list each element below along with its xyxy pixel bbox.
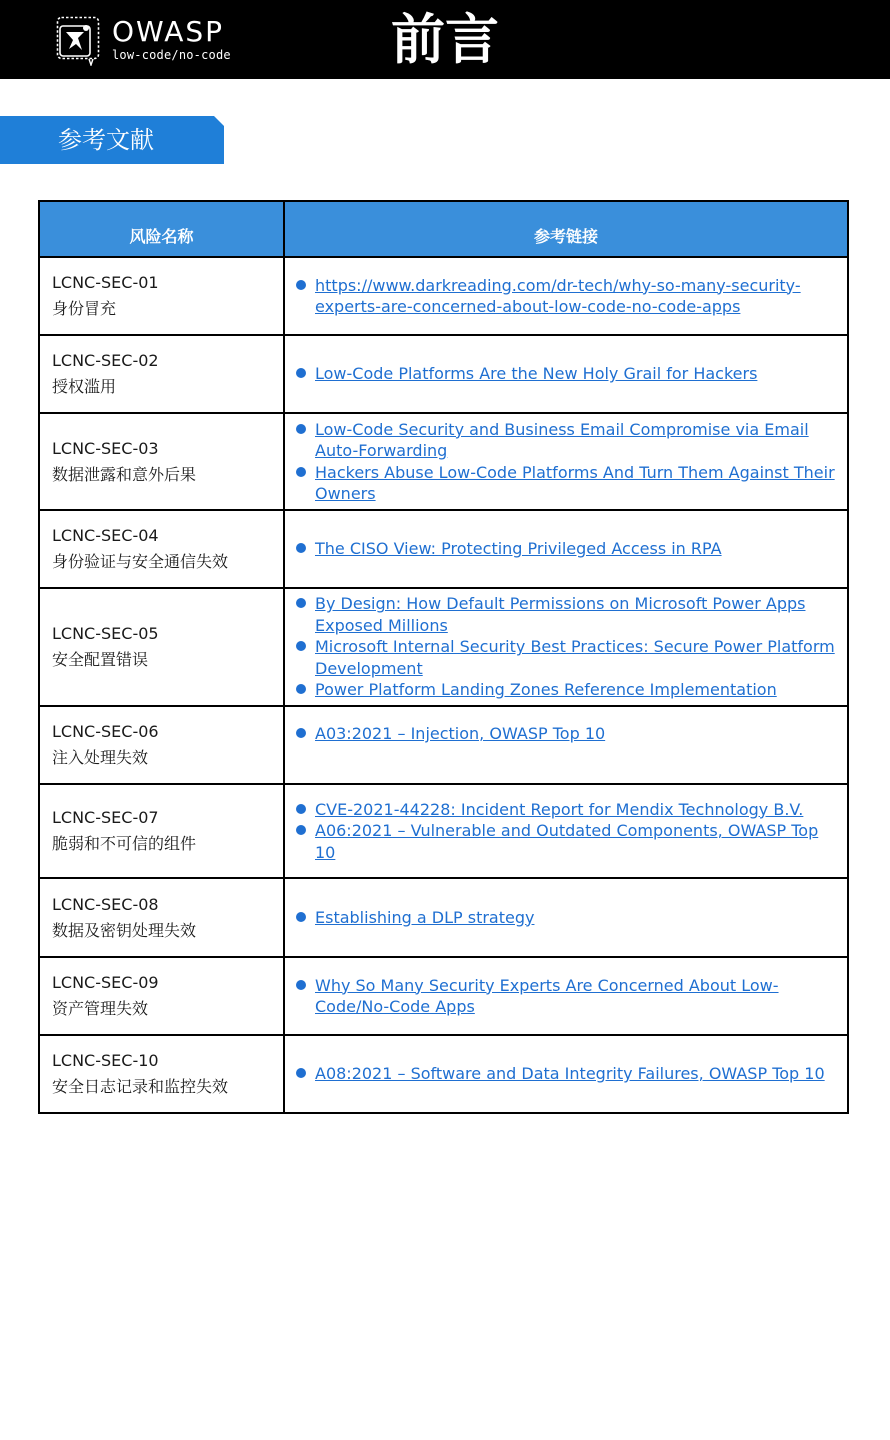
reference-link[interactable]: A03:2021 – Injection, OWASP Top 10 xyxy=(315,724,606,743)
reference-link[interactable]: Power Platform Landing Zones Reference Implementation xyxy=(315,680,777,700)
column-header-reference-links: 参考链接 xyxy=(284,201,848,257)
logo-wordmark: OWASP xyxy=(112,15,225,48)
section-heading: 参考文献 xyxy=(58,126,154,154)
risk-id: LCNC-SEC-02 xyxy=(52,351,159,370)
bullet-icon xyxy=(296,467,306,477)
reference-link[interactable]: Hackers Abuse Low-Code Platforms And Turn Them Against Their Owners xyxy=(315,462,835,503)
reference-list xyxy=(293,799,839,864)
risk-name-cell xyxy=(39,588,284,706)
risk-name-cell xyxy=(39,257,284,335)
risk-id: LCNC-SEC-04 xyxy=(52,526,159,545)
wasp-icon xyxy=(56,16,100,64)
table-row xyxy=(39,335,848,413)
risk-name: 数据及密钥处理失效 xyxy=(52,920,197,940)
risk-id: LCNC-SEC-06 xyxy=(52,722,159,741)
risk-name: 脆弱和不可信的组件 xyxy=(52,834,197,853)
list-item xyxy=(293,636,839,679)
reference-list xyxy=(293,1063,839,1085)
bullet-icon xyxy=(296,980,306,990)
bullet-icon xyxy=(296,598,306,608)
list-item xyxy=(293,363,839,385)
reference-link[interactable]: Establishing a DLP strategy xyxy=(315,907,535,927)
risk-id: LCNC-SEC-08 xyxy=(52,894,159,914)
list-item xyxy=(293,1063,839,1085)
risk-id: LCNC-SEC-10 xyxy=(52,1051,159,1070)
reference-list xyxy=(293,363,839,385)
risk-name-cell xyxy=(39,510,284,588)
risk-name: 注入处理失效 xyxy=(52,748,149,767)
table-row xyxy=(39,878,848,957)
risk-id: LCNC-SEC-05 xyxy=(52,624,159,643)
list-item xyxy=(293,538,839,560)
risk-name-cell xyxy=(39,878,284,957)
owasp-logo xyxy=(56,14,231,66)
reference-link[interactable]: CVE-2021-44228: Incident Report for Mendix Technology B.V. xyxy=(315,799,804,819)
reference-list xyxy=(293,975,839,1018)
bullet-icon xyxy=(296,825,306,835)
bullet-icon xyxy=(296,368,306,378)
list-item xyxy=(293,723,839,745)
bullet-icon xyxy=(296,1068,306,1078)
table-row xyxy=(39,784,848,878)
reference-links-cell xyxy=(284,510,848,588)
logo-subtitle: low-code/no-code xyxy=(112,48,231,62)
reference-list xyxy=(293,538,839,560)
risk-name: 授权滥用 xyxy=(52,377,117,396)
reference-list xyxy=(293,907,839,929)
reference-link[interactable]: Why So Many Security Experts Are Concerned About Low-Code/No-Code Apps xyxy=(315,975,779,1016)
reference-links-cell xyxy=(284,957,848,1035)
reference-link[interactable]: Microsoft Internal Security Best Practices: Secure Power Platform Development xyxy=(315,637,835,678)
reference-link[interactable]: Low-Code Platforms Are the New Holy Grail for Hackers xyxy=(315,364,758,384)
table-row xyxy=(39,413,848,510)
list-item xyxy=(293,593,839,636)
bullet-icon xyxy=(296,684,306,694)
reference-link[interactable]: A06:2021 – Vulnerable and Outdated Components, OWASP Top 10 xyxy=(315,821,819,862)
bullet-icon xyxy=(296,912,306,922)
table-row xyxy=(39,588,848,706)
risk-name: 安全日志记录和监控失效 xyxy=(52,1077,229,1096)
reference-links-cell xyxy=(284,878,848,957)
reference-links-cell xyxy=(284,257,848,335)
reference-links-cell xyxy=(284,413,848,510)
table-row xyxy=(39,706,848,784)
reference-links-cell xyxy=(284,588,848,706)
page-title: 前言 xyxy=(391,8,499,71)
reference-list xyxy=(293,593,839,701)
risk-id: LCNC-SEC-01 xyxy=(52,273,159,292)
list-item xyxy=(293,820,839,863)
bullet-icon xyxy=(296,280,306,290)
reference-link[interactable]: The CISO View: Protecting Privileged Access in RPA xyxy=(315,539,722,559)
reference-list xyxy=(293,419,839,505)
risk-id: LCNC-SEC-07 xyxy=(52,808,159,827)
risk-name-cell xyxy=(39,335,284,413)
reference-link[interactable]: https://www.darkreading.com/dr-tech/why-so-many-security-experts-are-concerned-about-low-code-no-code-apps xyxy=(315,275,801,316)
reference-links-cell xyxy=(284,1035,848,1113)
bullet-icon xyxy=(296,543,306,553)
list-item xyxy=(293,275,839,318)
reference-link[interactable]: Low-Code Security and Business Email Compromise via Email Auto-Forwarding xyxy=(315,419,809,460)
table-row xyxy=(39,510,848,588)
list-item xyxy=(293,799,839,821)
reference-links-cell xyxy=(284,335,848,413)
page-header xyxy=(0,0,890,79)
list-item xyxy=(293,419,839,462)
list-item xyxy=(293,679,839,701)
reference-link[interactable]: By Design: How Default Permissions on Microsoft Power Apps Exposed Millions xyxy=(315,594,806,635)
reference-links-cell xyxy=(284,706,848,784)
risk-name-cell xyxy=(39,784,284,878)
references-table xyxy=(38,200,849,1114)
table-row xyxy=(39,1035,848,1113)
risk-name-cell xyxy=(39,706,284,784)
risk-name: 数据泄露和意外后果 xyxy=(52,464,197,484)
risk-id: LCNC-SEC-03 xyxy=(52,438,159,458)
bullet-icon xyxy=(296,424,306,434)
table-row xyxy=(39,957,848,1035)
section-tab xyxy=(0,116,224,164)
risk-name: 安全配置错误 xyxy=(52,650,149,669)
bullet-icon xyxy=(296,728,306,738)
reference-list xyxy=(293,275,839,318)
reference-link[interactable]: A08:2021 – Software and Data Integrity Failures, OWASP Top 10 xyxy=(315,1064,825,1084)
list-item xyxy=(293,907,839,929)
bullet-icon xyxy=(296,804,306,814)
risk-name: 资产管理失效 xyxy=(52,999,149,1018)
risk-name: 身份验证与安全通信失效 xyxy=(52,552,229,571)
risk-name: 身份冒充 xyxy=(52,299,117,318)
list-item xyxy=(293,975,839,1018)
risk-name-cell xyxy=(39,1035,284,1113)
risk-name-cell xyxy=(39,413,284,510)
list-item xyxy=(293,462,839,505)
risk-id: LCNC-SEC-09 xyxy=(52,973,159,992)
column-header-risk-name: 风险名称 xyxy=(39,201,284,257)
table-row xyxy=(39,257,848,335)
table-header-row xyxy=(39,201,848,257)
reference-links-cell xyxy=(284,784,848,878)
bullet-icon xyxy=(296,641,306,651)
reference-list xyxy=(293,723,839,745)
risk-name-cell xyxy=(39,957,284,1035)
